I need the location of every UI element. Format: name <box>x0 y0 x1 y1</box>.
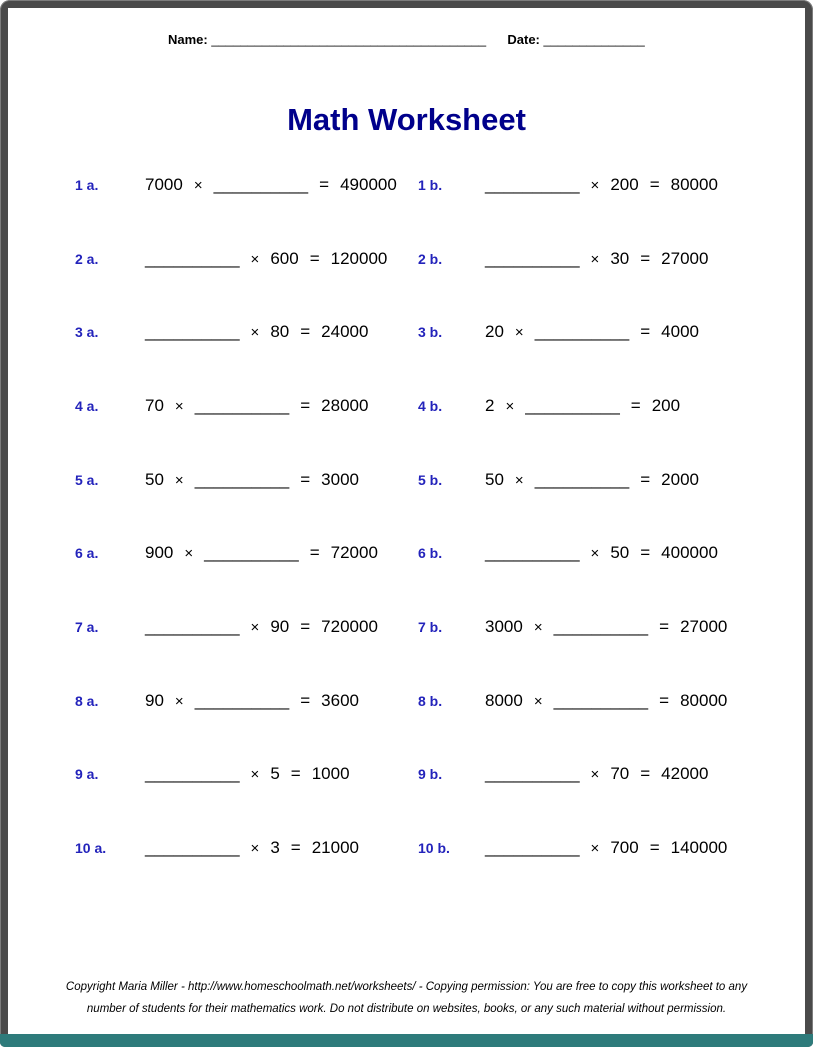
answer-blank[interactable]: __________ <box>525 395 620 415</box>
number: 3 <box>270 838 280 858</box>
problems-grid <box>8 148 805 885</box>
problem-label-7b: 7 b. <box>418 618 443 635</box>
problem-label-8b: 8 b. <box>418 692 443 709</box>
number: 120000 <box>330 248 388 268</box>
times-symbol: × <box>174 397 184 415</box>
number: 30 <box>610 248 630 268</box>
answer-blank[interactable]: __________ <box>485 174 580 194</box>
row-left-margin <box>8 700 75 701</box>
equation-1a <box>145 175 418 195</box>
number: 4000 <box>661 322 699 342</box>
answer-blank[interactable]: __________ <box>204 543 299 563</box>
equals-symbol: = <box>300 469 311 489</box>
equals-symbol: = <box>309 543 320 563</box>
answer-blank[interactable]: __________ <box>534 322 630 342</box>
number: 70 <box>610 764 630 784</box>
equation-5b <box>485 470 805 490</box>
equals-symbol: = <box>659 616 670 636</box>
answer-blank[interactable]: __________ <box>485 543 580 563</box>
page-title: Math Worksheet <box>287 102 526 137</box>
times-symbol: × <box>193 176 203 194</box>
times-symbol: × <box>174 692 184 710</box>
equation-6b <box>485 543 805 563</box>
times-symbol: × <box>590 250 600 268</box>
copyright-line-1: Copyright Maria Miller - http://www.homeschoolmath.net/worksheets/ - Copying permission: You are free to copy this worksheet to any <box>65 981 748 994</box>
equation-10b <box>485 838 805 858</box>
problem-row <box>8 443 805 517</box>
problem-label-10a: 10 a. <box>75 840 107 857</box>
problem-row <box>8 590 805 664</box>
problem-row <box>8 516 805 590</box>
equals-symbol: = <box>319 174 330 194</box>
answer-blank[interactable]: __________ <box>485 764 580 784</box>
copyright-footer <box>8 977 805 1020</box>
equals-symbol: = <box>659 690 670 710</box>
row-left-margin <box>8 774 75 775</box>
problem-row <box>8 664 805 738</box>
equation-4b <box>485 396 805 416</box>
times-symbol: × <box>533 618 543 636</box>
row-left-margin <box>8 184 75 185</box>
equation-6a <box>145 543 418 563</box>
number: 720000 <box>321 616 378 636</box>
equation-3a <box>145 322 418 342</box>
name-line[interactable]: ______________________________________ <box>211 32 487 47</box>
number: 27000 <box>680 616 728 636</box>
answer-blank[interactable]: __________ <box>145 838 240 858</box>
number: 80000 <box>670 174 718 194</box>
number: 900 <box>145 543 174 563</box>
equation-9b <box>485 764 805 784</box>
row-left-margin <box>8 848 75 849</box>
equation-8a <box>145 691 418 711</box>
equation-3b <box>485 322 805 342</box>
problem-label-6a: 6 a. <box>75 545 99 562</box>
number: 42000 <box>661 764 709 784</box>
equation-9a <box>145 764 418 784</box>
equation-10a <box>145 838 418 858</box>
problem-label-9b: 9 b. <box>418 766 443 783</box>
times-symbol: × <box>590 545 600 563</box>
date-line[interactable]: ______________ <box>543 32 645 47</box>
row-left-margin <box>8 405 75 406</box>
number: 400000 <box>661 543 718 563</box>
equation-7b <box>485 617 805 637</box>
equation-5a <box>145 470 418 490</box>
problem-label-5a: 5 a. <box>75 471 99 488</box>
row-left-margin <box>8 258 75 259</box>
row-left-margin <box>8 479 75 480</box>
equals-symbol: = <box>309 248 320 268</box>
number: 80000 <box>680 690 728 710</box>
answer-blank[interactable]: __________ <box>145 616 240 636</box>
times-symbol: × <box>533 692 543 710</box>
number: 140000 <box>670 838 728 858</box>
equals-symbol: = <box>649 838 660 858</box>
answer-blank[interactable]: __________ <box>194 690 290 710</box>
equals-symbol: = <box>300 616 311 636</box>
equation-4a <box>145 396 418 416</box>
problem-label-9a: 9 a. <box>75 766 99 783</box>
equals-symbol: = <box>640 248 651 268</box>
problem-row <box>8 369 805 443</box>
problem-label-4b: 4 b. <box>418 397 443 414</box>
equals-symbol: = <box>300 322 311 342</box>
times-symbol: × <box>590 766 600 784</box>
problem-label-1b: 1 b. <box>418 176 443 193</box>
equals-symbol: = <box>640 322 651 342</box>
problem-label-8a: 8 a. <box>75 692 99 709</box>
times-symbol: × <box>250 618 260 636</box>
number: 5 <box>270 764 280 784</box>
number: 700 <box>610 838 639 858</box>
problem-row <box>8 295 805 369</box>
equals-symbol: = <box>300 395 311 415</box>
number: 72000 <box>330 543 378 563</box>
equals-symbol: = <box>649 174 660 194</box>
problem-row <box>8 738 805 812</box>
name-date-header <box>168 32 645 47</box>
number: 3000 <box>321 469 359 489</box>
number: 7000 <box>145 174 183 194</box>
name-label: Name: <box>168 32 208 47</box>
row-left-margin <box>8 553 75 554</box>
row-left-margin <box>8 626 75 627</box>
number: 50 <box>610 543 630 563</box>
times-symbol: × <box>174 471 184 489</box>
number: 70 <box>145 395 164 415</box>
times-symbol: × <box>505 397 515 415</box>
number: 90 <box>270 616 290 636</box>
answer-blank[interactable]: __________ <box>145 322 240 342</box>
number: 24000 <box>321 322 369 342</box>
date-label: Date: <box>507 32 540 47</box>
answer-blank[interactable]: __________ <box>194 469 290 489</box>
equation-7a <box>145 617 418 637</box>
problem-label-3a: 3 a. <box>75 324 99 341</box>
equals-symbol: = <box>290 838 301 858</box>
number: 20 <box>485 322 504 342</box>
number: 3000 <box>485 616 523 636</box>
worksheet-page <box>8 8 805 1034</box>
number: 27000 <box>661 248 709 268</box>
number: 600 <box>270 248 299 268</box>
times-symbol: × <box>250 766 260 784</box>
bottom-bar <box>0 1034 813 1047</box>
problem-label-4a: 4 a. <box>75 397 99 414</box>
equation-8b <box>485 691 805 711</box>
number: 8000 <box>485 690 523 710</box>
equals-symbol: = <box>640 469 651 489</box>
problem-row <box>8 811 805 885</box>
times-symbol: × <box>250 250 260 268</box>
number: 28000 <box>321 395 369 415</box>
copyright-line-2: number of students for their mathematics work. Do not distribute on websites, books, or any such material without permission. <box>86 1002 727 1015</box>
answer-blank[interactable]: __________ <box>485 248 580 268</box>
times-symbol: × <box>184 545 194 563</box>
problem-label-2b: 2 b. <box>418 250 443 267</box>
equals-symbol: = <box>630 395 641 415</box>
answer-blank[interactable]: __________ <box>553 690 649 710</box>
number: 21000 <box>311 838 359 858</box>
number: 50 <box>145 469 164 489</box>
equals-symbol: = <box>290 764 301 784</box>
number: 2000 <box>661 469 699 489</box>
answer-blank[interactable]: __________ <box>553 616 649 636</box>
number: 200 <box>651 395 681 415</box>
equation-2b <box>485 249 805 269</box>
number: 2 <box>485 395 495 415</box>
problem-label-2a: 2 a. <box>75 250 99 267</box>
number: 3600 <box>321 690 359 710</box>
times-symbol: × <box>514 471 524 489</box>
problem-label-5b: 5 b. <box>418 471 443 488</box>
answer-blank[interactable]: __________ <box>213 174 309 194</box>
equation-1b <box>485 175 805 195</box>
number: 50 <box>485 469 504 489</box>
number: 490000 <box>340 174 397 194</box>
times-symbol: × <box>590 840 600 858</box>
problem-label-7a: 7 a. <box>75 618 99 635</box>
answer-blank[interactable]: __________ <box>194 395 290 415</box>
problem-row <box>8 222 805 296</box>
problem-label-3b: 3 b. <box>418 324 443 341</box>
answer-blank[interactable]: __________ <box>145 248 240 268</box>
row-left-margin <box>8 332 75 333</box>
equals-symbol: = <box>300 690 311 710</box>
times-symbol: × <box>590 176 600 194</box>
equals-symbol: = <box>640 764 651 784</box>
problem-row <box>8 148 805 222</box>
problem-label-1a: 1 a. <box>75 176 99 193</box>
problem-label-6b: 6 b. <box>418 545 443 562</box>
number: 90 <box>145 690 164 710</box>
answer-blank[interactable]: __________ <box>534 469 630 489</box>
number: 200 <box>610 174 639 194</box>
problem-label-10b: 10 b. <box>418 840 450 857</box>
times-symbol: × <box>250 324 260 342</box>
number: 1000 <box>311 764 350 784</box>
equation-2a <box>145 249 418 269</box>
times-symbol: × <box>514 324 524 342</box>
equals-symbol: = <box>640 543 651 563</box>
answer-blank[interactable]: __________ <box>145 764 240 784</box>
answer-blank[interactable]: __________ <box>485 838 580 858</box>
number: 80 <box>270 322 290 342</box>
times-symbol: × <box>250 840 260 858</box>
